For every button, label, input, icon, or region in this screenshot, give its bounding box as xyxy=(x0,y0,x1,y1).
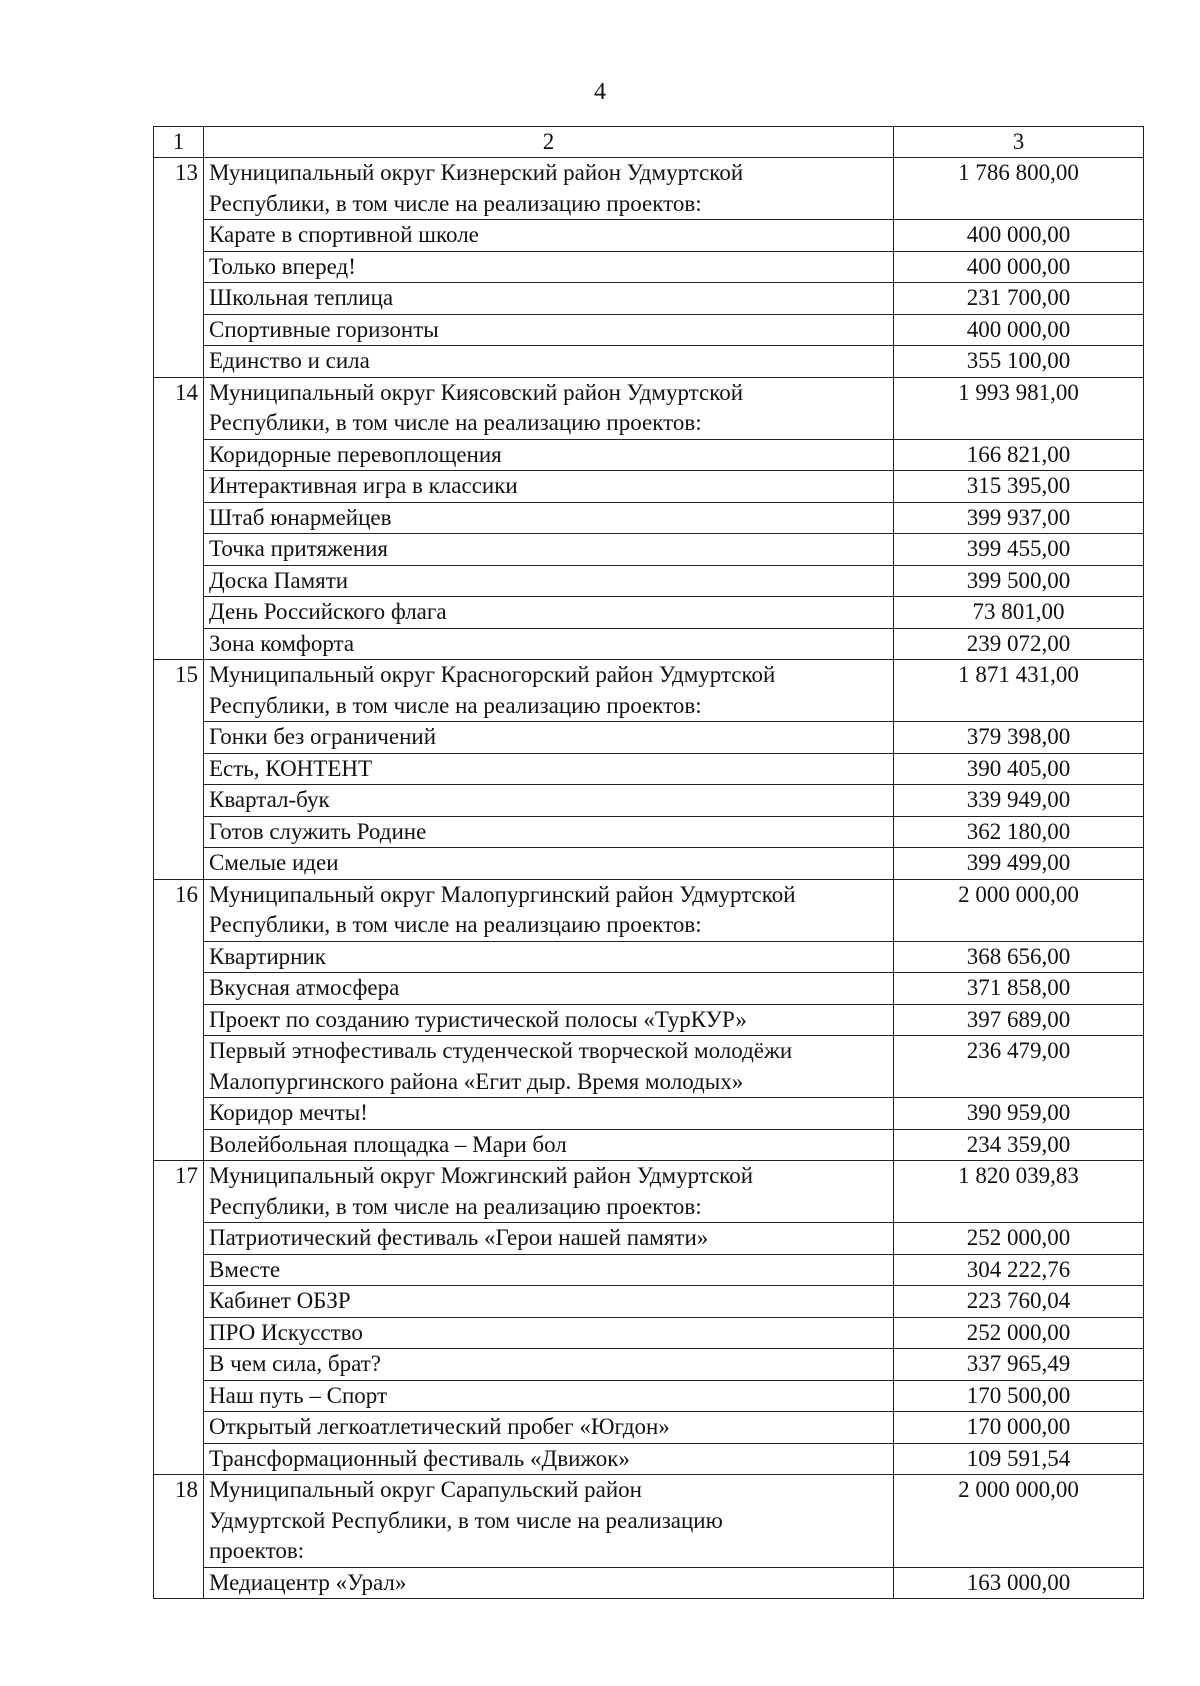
project-name-line: Первый этнофестиваль студенческой творческой молодёжи xyxy=(209,1038,793,1063)
group-row xyxy=(154,377,1144,439)
group-name xyxy=(204,377,894,439)
project-row xyxy=(154,1098,1144,1130)
project-amount: 304 222,76 xyxy=(894,1254,1144,1286)
project-name: Квартирник xyxy=(204,941,894,973)
project-name-line: Малопургинского района «Егит дыр. Время молодых» xyxy=(209,1068,744,1094)
project-name: Вкусная атмосфера xyxy=(204,973,894,1005)
project-row xyxy=(154,973,1144,1005)
project-name: Спортивные горизонты xyxy=(204,314,894,346)
project-amount: 399 937,00 xyxy=(894,502,1144,534)
project-amount: 399 500,00 xyxy=(894,565,1144,597)
project-amount: 239 072,00 xyxy=(894,628,1144,660)
project-row xyxy=(154,1317,1144,1349)
group-name-line: Муниципальный округ Можгинский район Удмуртской xyxy=(209,1163,754,1188)
project-name: Волейбольная площадка – Мари бол xyxy=(204,1129,894,1161)
group-number: 15 xyxy=(154,660,204,880)
project-name: Готов служить Родине xyxy=(204,816,894,848)
project-amount: 315 395,00 xyxy=(894,471,1144,503)
group-name-line: Муниципальный округ Сарапульский район xyxy=(209,1477,642,1502)
page-number: 4 xyxy=(594,79,606,105)
project-name: Патриотический фестиваль «Герои нашей памяти» xyxy=(204,1223,894,1255)
project-amount: 170 500,00 xyxy=(894,1380,1144,1412)
project-name: Проект по созданию туристической полосы «ТурКУР» xyxy=(204,1004,894,1036)
project-name xyxy=(204,1036,894,1098)
project-row xyxy=(154,848,1144,880)
group-number: 18 xyxy=(154,1475,204,1599)
group-number: 14 xyxy=(154,377,204,660)
project-name: Вместе xyxy=(204,1254,894,1286)
group-name-line: Муниципальный округ Кизнерский район Удмуртской xyxy=(209,160,744,185)
project-amount: 399 499,00 xyxy=(894,848,1144,880)
group-name-line: Республики, в том числе на реализацию проектов: xyxy=(209,1193,702,1219)
project-name: Точка притяжения xyxy=(204,534,894,566)
project-amount: 236 479,00 xyxy=(894,1036,1144,1098)
project-amount: 252 000,00 xyxy=(894,1317,1144,1349)
group-name-line: Муниципальный округ Киясовский район Удмуртской xyxy=(209,379,744,405)
project-name: Коридор мечты! xyxy=(204,1098,894,1130)
project-row xyxy=(154,346,1144,378)
project-amount: 234 359,00 xyxy=(894,1129,1144,1161)
project-amount: 337 965,49 xyxy=(894,1349,1144,1381)
project-row xyxy=(154,534,1144,566)
group-amount: 1 993 981,00 xyxy=(894,377,1144,439)
group-name-line: Муниципальный округ Малопургинский район Удмуртской xyxy=(209,881,796,907)
project-row xyxy=(154,1443,1144,1475)
project-name: Трансформационный фестиваль «Движок» xyxy=(204,1443,894,1475)
project-row xyxy=(154,597,1144,629)
group-name-line: Республики, в том числе на реализацию проектов: xyxy=(209,410,702,435)
project-row xyxy=(154,314,1144,346)
project-amount: 390 405,00 xyxy=(894,753,1144,785)
project-amount: 231 700,00 xyxy=(894,283,1144,315)
project-name: Штаб юнармейцев xyxy=(204,502,894,534)
group-name-line: проектов: xyxy=(209,1538,305,1563)
funding-table xyxy=(153,126,1144,1599)
project-amount: 400 000,00 xyxy=(894,251,1144,283)
project-amount: 399 455,00 xyxy=(894,534,1144,566)
project-row xyxy=(154,722,1144,754)
project-row xyxy=(154,1380,1144,1412)
group-number: 16 xyxy=(154,879,204,1161)
project-amount: 73 801,00 xyxy=(894,597,1144,629)
project-row xyxy=(154,628,1144,660)
project-name: Доска Памяти xyxy=(204,565,894,597)
project-row xyxy=(154,1286,1144,1318)
project-name: Кабинет ОБЗР xyxy=(204,1286,894,1318)
project-amount: 397 689,00 xyxy=(894,1004,1144,1036)
project-amount: 390 959,00 xyxy=(894,1098,1144,1130)
group-row xyxy=(154,1161,1144,1223)
project-name: ПРО Искусство xyxy=(204,1317,894,1349)
group-row xyxy=(154,158,1144,220)
project-row xyxy=(154,1412,1144,1444)
group-name-line: Республики, в том числе на реализацию проектов: xyxy=(209,190,702,216)
project-amount: 379 398,00 xyxy=(894,722,1144,754)
group-row xyxy=(154,879,1144,941)
project-amount: 166 821,00 xyxy=(894,439,1144,471)
group-name xyxy=(204,879,894,941)
project-amount: 252 000,00 xyxy=(894,1223,1144,1255)
project-amount: 109 591,54 xyxy=(894,1443,1144,1475)
group-name-line: Муниципальный округ Красногорский район Удмуртской xyxy=(209,662,776,687)
project-name: Зона комфорта xyxy=(204,628,894,660)
group-amount: 1 871 431,00 xyxy=(894,660,1144,722)
project-name: Карате в спортивной школе xyxy=(204,220,894,252)
project-amount: 368 656,00 xyxy=(894,941,1144,973)
header-col-3: 3 xyxy=(894,127,1144,158)
project-row xyxy=(154,1223,1144,1255)
project-name: Только вперед! xyxy=(204,251,894,283)
project-row xyxy=(154,283,1144,315)
group-name xyxy=(204,158,894,220)
project-row xyxy=(154,220,1144,252)
project-row xyxy=(154,439,1144,471)
project-row xyxy=(154,1349,1144,1381)
group-name-line: Республики, в том числе на реализацию проектов: xyxy=(209,692,702,718)
project-name: В чем сила, брат? xyxy=(204,1349,894,1381)
header-col-1: 1 xyxy=(154,127,204,158)
project-row xyxy=(154,1567,1144,1599)
table-header-row xyxy=(154,127,1144,158)
project-amount: 371 858,00 xyxy=(894,973,1144,1005)
project-name: Смелые идеи xyxy=(204,848,894,880)
project-name: Школьная теплица xyxy=(204,283,894,315)
project-name: Гонки без ограничений xyxy=(204,722,894,754)
project-amount: 223 760,04 xyxy=(894,1286,1144,1318)
project-name: Есть, КОНТЕНТ xyxy=(204,753,894,785)
group-name xyxy=(204,1161,894,1223)
project-row xyxy=(154,816,1144,848)
project-row xyxy=(154,471,1144,503)
project-row xyxy=(154,941,1144,973)
project-row xyxy=(154,753,1144,785)
group-row xyxy=(154,660,1144,722)
project-row xyxy=(154,1129,1144,1161)
project-row xyxy=(154,502,1144,534)
project-row xyxy=(154,565,1144,597)
project-row xyxy=(154,1254,1144,1286)
project-row xyxy=(154,251,1144,283)
group-number: 17 xyxy=(154,1161,204,1475)
group-name xyxy=(204,660,894,722)
group-name-line: Республики, в том числе на реализцаию проектов: xyxy=(209,912,702,937)
group-amount: 2 000 000,00 xyxy=(894,879,1144,941)
project-amount: 400 000,00 xyxy=(894,220,1144,252)
project-name: Наш путь – Спорт xyxy=(204,1380,894,1412)
project-name: Медиацентр «Урал» xyxy=(204,1567,894,1599)
project-amount: 362 180,00 xyxy=(894,816,1144,848)
group-name-line: Удмуртской Республики, в том числе на реализацию xyxy=(209,1507,723,1533)
project-amount: 339 949,00 xyxy=(894,785,1144,817)
group-amount: 2 000 000,00 xyxy=(894,1475,1144,1568)
group-number: 13 xyxy=(154,158,204,378)
project-amount: 355 100,00 xyxy=(894,346,1144,378)
project-name: Интерактивная игра в классики xyxy=(204,471,894,503)
project-amount: 163 000,00 xyxy=(894,1567,1144,1599)
group-name xyxy=(204,1475,894,1568)
project-amount: 400 000,00 xyxy=(894,314,1144,346)
project-name: Коридорные перевоплощения xyxy=(204,439,894,471)
project-name: День Российского флага xyxy=(204,597,894,629)
project-name: Единство и сила xyxy=(204,346,894,378)
group-row xyxy=(154,1475,1144,1568)
project-amount: 170 000,00 xyxy=(894,1412,1144,1444)
project-row xyxy=(154,1036,1144,1098)
project-row xyxy=(154,1004,1144,1036)
project-row xyxy=(154,785,1144,817)
group-amount: 1 786 800,00 xyxy=(894,158,1144,220)
project-name: Открытый легкоатлетический пробег «Югдон» xyxy=(204,1412,894,1444)
header-col-2: 2 xyxy=(204,127,894,158)
group-amount: 1 820 039,83 xyxy=(894,1161,1144,1223)
project-name: Квартал-бук xyxy=(204,785,894,817)
